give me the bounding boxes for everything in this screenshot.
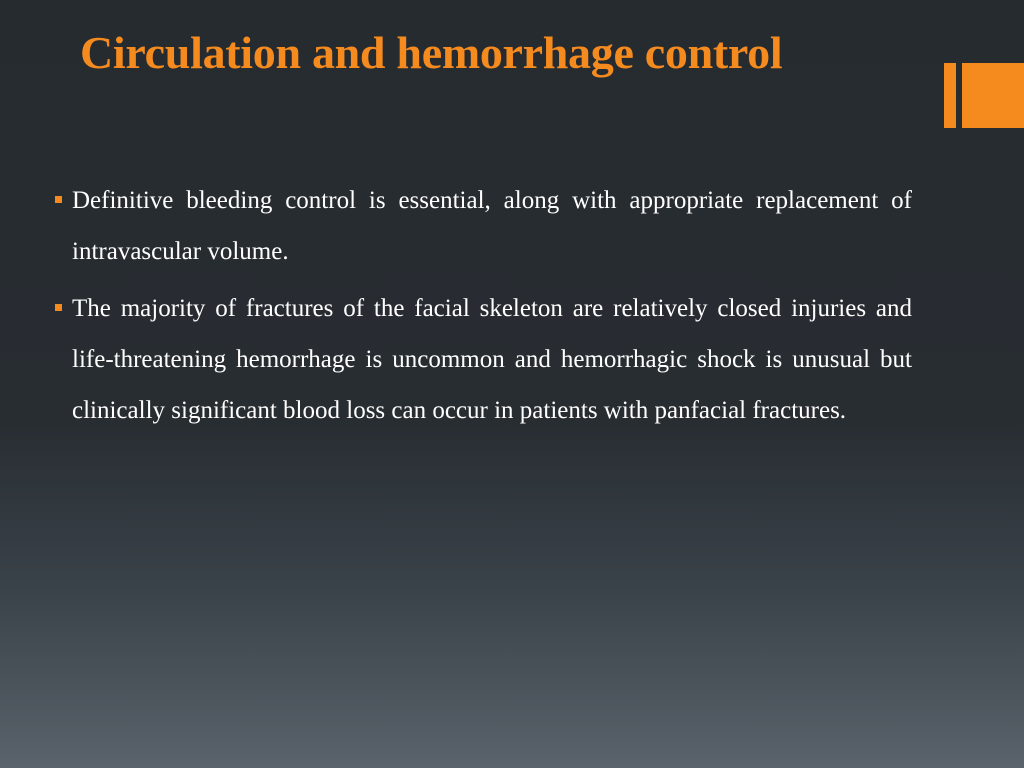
accent-bar-thick — [962, 63, 1024, 128]
square-bullet-icon — [55, 196, 62, 203]
bullet-text: The majority of fractures of the facial skeleton are relatively closed injuries and life-threatening hemorrhage is uncommon and hemorrhagic shock is unusual but clinically significant blood loss can occur in patients with panfacial fractures. — [72, 295, 912, 424]
bullet-text: Definitive bleeding control is essential, along with appropriate replacement of intravascular volume. — [72, 187, 912, 265]
slide-title: Circulation and hemorrhage control — [80, 27, 783, 78]
square-bullet-icon — [55, 304, 62, 311]
bullet-item-2 — [52, 283, 912, 436]
bullet-item-1 — [52, 175, 912, 277]
accent-bar-thin — [944, 63, 956, 128]
bullet-list — [52, 175, 912, 442]
